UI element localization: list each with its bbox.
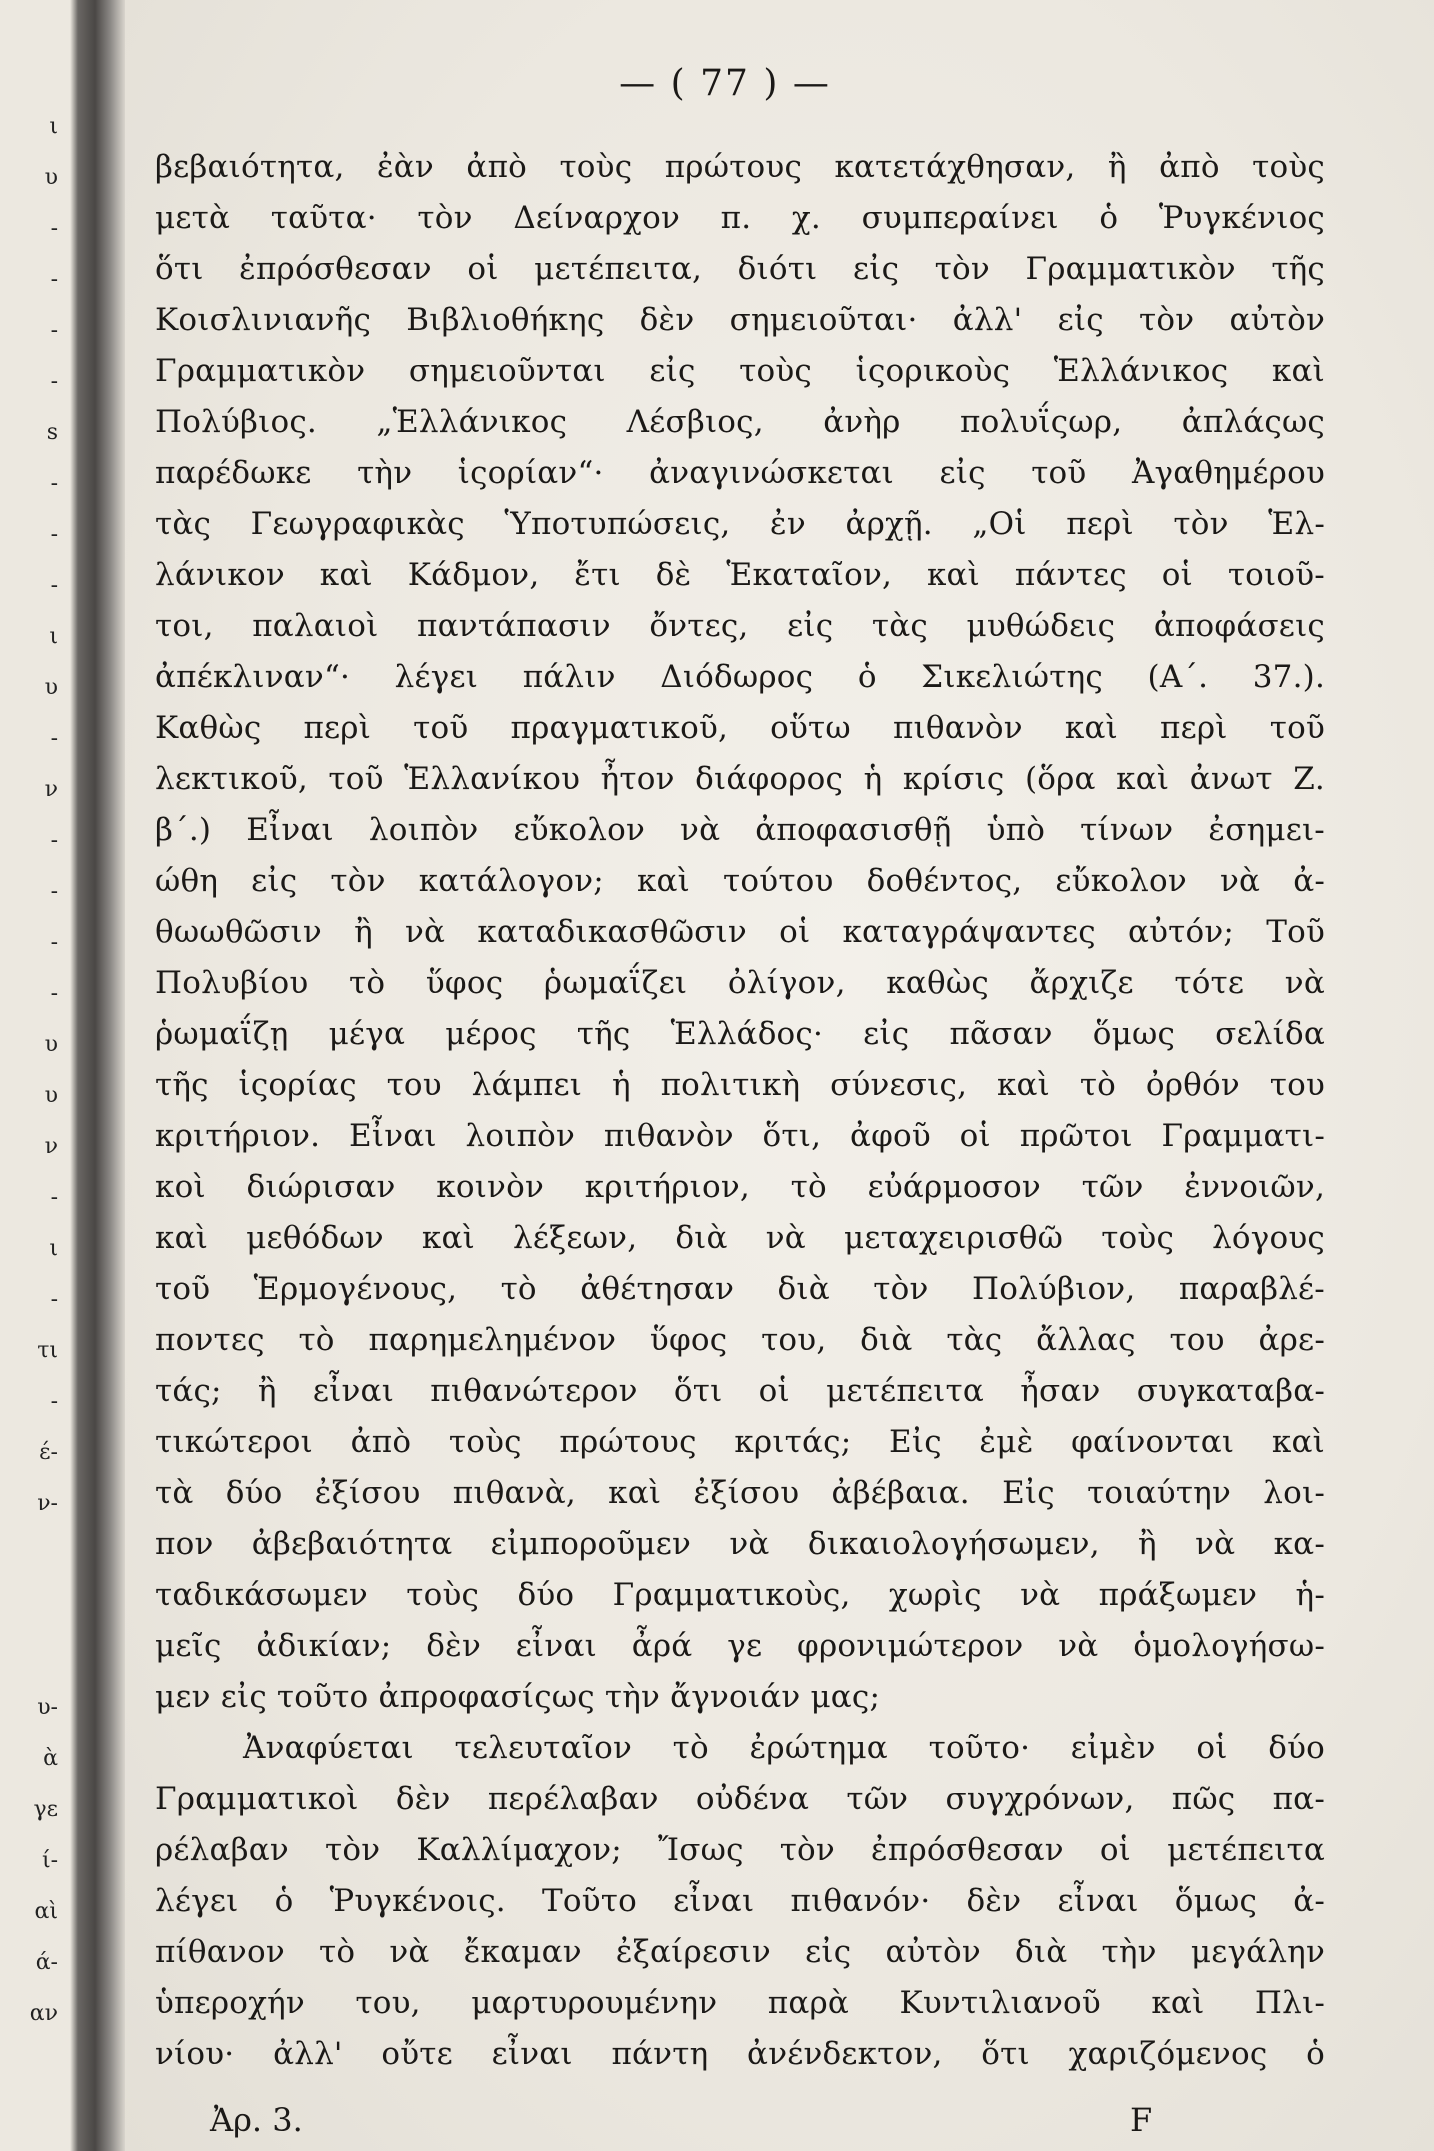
text-line: πίθανον τὸ νὰ ἔκαμαν ἐξαίρεσιν εἰς αὐτὸν διὰ τὴν μεγάλην: [155, 1934, 1325, 1970]
text-line: πον ἀβεβαιότητα εἰμποροῦμεν νὰ δικαιολογήσωμεν, ἢ νὰ κα-: [155, 1526, 1325, 1562]
facing-page-fragment: -: [50, 1287, 58, 1312]
text-line: τὰς Γεωγραφικὰς Ὑποτυπώσεις, ἐν ἀρχῇ. „Οἱ περὶ τὸν Ἑλ-: [155, 506, 1325, 542]
text-line: Πολυβίου τὸ ὕφος ῥωμαΐζει ὀλίγον, καθὼς ἄρχιζε τότε νὰ: [155, 965, 1325, 1001]
facing-page-fragment: ὰ: [43, 1746, 58, 1771]
facing-page-fragment: -: [50, 522, 58, 547]
gathering-letter: F: [1130, 2101, 1153, 2139]
text-line: μετὰ ταῦτα· τὸν Δείναρχον π. χ. συμπεραίνει ὁ Ῥυγκένιος: [155, 200, 1325, 236]
text-line: νίου· ἀλλ' οὔτε εἶναι πάντη ἀνένδεκτον, ὅτι χαριζόμενος ὁ: [155, 2036, 1325, 2072]
facing-page-fragment: ί-: [41, 1848, 58, 1873]
page-number-header: — ( 77 ) —: [619, 63, 831, 104]
text-line: κοὶ διώρισαν κοινὸν κριτήριον, τὸ εὐάρμοσον τῶν ἐννοιῶν,: [155, 1169, 1325, 1205]
text-line: ταδικάσωμεν τοὺς δύο Γραμματικοὺς, χωρὶς νὰ πράξωμεν ἡ-: [155, 1577, 1325, 1613]
facing-page-fragment: υ: [44, 675, 58, 700]
facing-page-fragment: -: [50, 471, 58, 496]
text-line: κριτήριον. Εἶναι λοιπὸν πιθανὸν ὅτι, ἀφοῦ οἱ πρῶτοι Γραμματι-: [155, 1118, 1325, 1154]
facing-page-fragment: [2, 1540, 58, 1570]
text-line: τοῦ Ἑρμογένους, τὸ ἀθέτησαν διὰ τὸν Πολύβιον, παραβλέ-: [155, 1271, 1325, 1307]
text-line: μεν εἰς τοῦτο ἀπροφασίςως τὴν ἄγνοιάν μας;: [155, 1679, 881, 1715]
facing-page-fragment: -: [50, 1185, 58, 1210]
text-line: λέγει ὁ Ῥυγκένοις. Τοῦτο εἶναι πιθανόν· δὲν εἶναι ὅμως ἀ-: [155, 1883, 1325, 1919]
facing-page-fragment: -: [50, 981, 58, 1006]
text-line: Πολύβιος. „Ἑλλάνικος Λέσβιος, ἀνὴρ πολυΐςωρ, ἀπλάςως: [155, 404, 1325, 440]
facing-page-fragment: γε: [33, 1797, 58, 1822]
text-line: Ἀναφύεται τελευταῖον τὸ ἐρώτημα τοῦτο· εἰμὲν οἱ δύο: [243, 1730, 1325, 1766]
body-text: [155, 142, 1325, 2080]
facing-page-margin: [0, 0, 60, 2151]
facing-page-fragment: ά-: [35, 1950, 58, 1975]
text-line: ρέλαβαν τὸν Καλλίμαχον; Ἴσως τὸν ἐπρόσθεσαν οἱ μετέπειτα: [155, 1832, 1325, 1868]
text-line: ὑπεροχήν του, μαρτυρουμένην παρὰ Κυντιλιανοῦ καὶ Πλι-: [155, 1985, 1325, 2021]
text-line: παρέδωκε τὴν ἱςορίαν“· ἀναγινώσκεται εἰς τοῦ Ἀγαθημέρου: [155, 455, 1325, 491]
facing-page-fragment: -: [50, 1389, 58, 1414]
text-line: μεῖς ἀδικίαν; δὲν εἶναι ἆρά γε φρονιμώτερον νὰ ὁμολογήσω-: [155, 1628, 1325, 1664]
facing-page-fragment: τι: [37, 1338, 58, 1363]
facing-page-fragment: ι: [49, 1236, 58, 1261]
facing-page-fragment: -: [50, 573, 58, 598]
facing-page-fragment: ι: [49, 114, 58, 139]
facing-page-fragment: αν: [29, 2001, 58, 2026]
facing-page-fragment: s: [46, 420, 58, 445]
text-line: τοι, παλαιοὶ παντάπασιν ὄντες, εἰς τὰς μυθώδεις ἀποφάσεις: [155, 608, 1325, 644]
facing-page-fragment: -: [50, 216, 58, 241]
text-line: καὶ μεθόδων καὶ λέξεων, διὰ νὰ μεταχειρισθῶ τοὺς λόγους: [155, 1220, 1325, 1256]
text-line: τάς; ἢ εἶναι πιθανώτερον ὅτι οἱ μετέπειτα ἦσαν συγκαταβα-: [155, 1373, 1325, 1409]
facing-page-fragment: -: [50, 318, 58, 343]
facing-page-fragment: [2, 1591, 58, 1621]
text-line: λάνικον καὶ Κάδμον, ἔτι δὲ Ἑκαταῖον, καὶ πάντες οἱ τοιοῦ-: [155, 557, 1325, 593]
text-line: τὰ δύο ἐξίσου πιθανὰ, καὶ ἐξίσου ἀβέβαια. Εἰς τοιαύτην λοι-: [155, 1475, 1325, 1511]
text-line: ποντες τὸ παρημελημένον ὕφος του, διὰ τὰς ἄλλας του ἀρε-: [155, 1322, 1325, 1358]
facing-page-fragment: έ-: [39, 1440, 58, 1465]
text-line: Γραμματικὸν σημειοῦνται εἰς τοὺς ἱςορικοὺς Ἑλλάνικος καὶ: [155, 353, 1325, 389]
text-line: θωωθῶσιν ἢ νὰ καταδικασθῶσιν οἱ καταγράψαντες αὐτόν; Τοῦ: [155, 914, 1325, 950]
facing-page-fragment: -: [50, 369, 58, 394]
facing-page-fragment: υ: [44, 1032, 58, 1057]
facing-page-fragment: -: [50, 828, 58, 853]
facing-page-fragment: [2, 1642, 58, 1672]
facing-page-fragment: υ: [44, 1083, 58, 1108]
text-line: Καθὼς περὶ τοῦ πραγματικοῦ, οὕτω πιθανὸν καὶ περὶ τοῦ: [155, 710, 1325, 746]
facing-page-fragment: ν: [44, 777, 58, 802]
facing-page-fragment: -: [50, 930, 58, 955]
text-line: τικώτεροι ἀπὸ τοὺς πρώτους κριτάς; Εἰς ἐμὲ φαίνονται καὶ: [155, 1424, 1325, 1460]
facing-page-fragment: -: [50, 879, 58, 904]
text-line: ὅτι ἐπρόσθεσαν οἱ μετέπειτα, διότι εἰς τὸν Γραμματικὸν τῆς: [155, 251, 1325, 287]
facing-page-fragment: αὶ: [34, 1899, 58, 1924]
text-line: ώθη εἰς τὸν κατάλογον; καὶ τούτου δοθέντος, εὔκολον νὰ ἀ-: [155, 863, 1325, 899]
text-line: β΄.) Εἶναι λοιπὸν εὔκολον νὰ ἀποφασισθῇ ὑπὸ τίνων ἐσημει-: [155, 812, 1325, 848]
facing-page-fragment: υ: [44, 165, 58, 190]
facing-page-fragment: ν-: [37, 1491, 58, 1516]
facing-page-fragment: υ-: [37, 1695, 58, 1720]
text-line: ἀπέκλιναν“· λέγει πάλιν Διόδωρος ὁ Σικελιώτης (Α΄. 37.).: [155, 659, 1325, 695]
text-line: Κοισλινιανῆς Βιβλιοθήκης δὲν σημειοῦται· ἀλλ' εἰς τὸν αὐτὸν: [155, 302, 1325, 338]
text-line: Γραμματικοὶ δὲν περέλαβαν οὐδένα τῶν συγχρόνων, πῶς πα-: [155, 1781, 1325, 1817]
facing-page-fragment: ι: [49, 624, 58, 649]
facing-page-fragment: ν: [44, 1134, 58, 1159]
text-line: βεβαιότητα, ἐὰν ἀπὸ τοὺς πρώτους κατετάχθησαν, ἢ ἀπὸ τοὺς: [155, 149, 1325, 185]
page-footer: [155, 2098, 1325, 2142]
text-line: τῆς ἱςορίας του λάμπει ἡ πολιτικὴ σύνεσις, καὶ τὸ ὀρθόν του: [155, 1067, 1325, 1103]
text-line: λεκτικοῦ, τοῦ Ἑλλανίκου ἦτον διάφορος ἡ κρίσις (ὅρα καὶ ἀνωτ Ζ.: [155, 761, 1325, 797]
facing-page-fragment: -: [50, 726, 58, 751]
facing-page-fragment: -: [50, 267, 58, 292]
text-line: ῥωμαΐζῃ μέγα μέρος τῆς Ἑλλάδος· εἰς πᾶσαν ὅμως σελίδα: [155, 1016, 1325, 1052]
signature-mark: Ἀρ. 3.: [210, 2101, 303, 2139]
book-page: [125, 0, 1434, 2151]
